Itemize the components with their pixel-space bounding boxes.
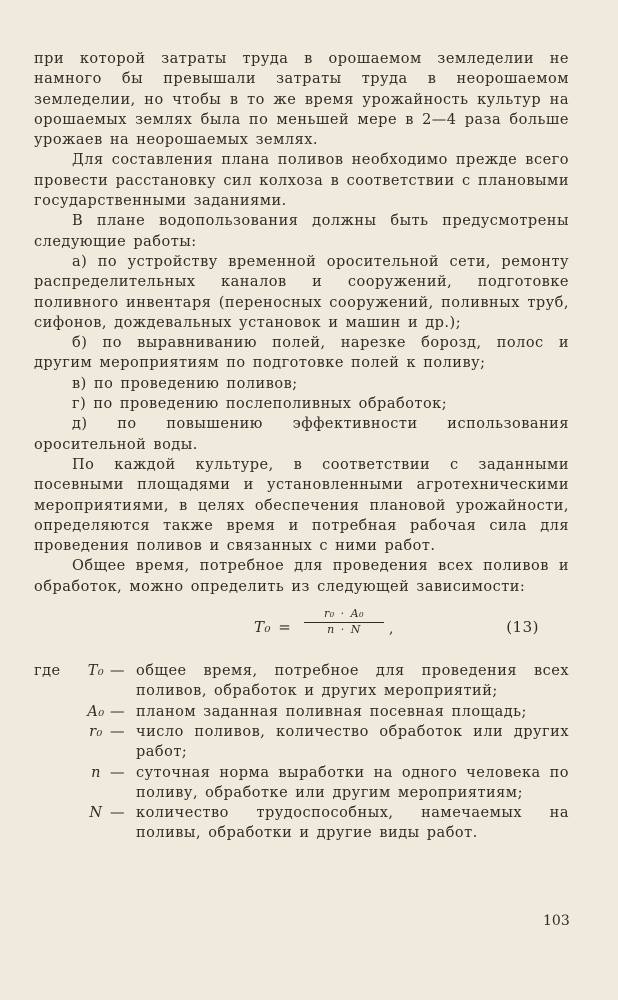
definition-row (34, 763, 569, 804)
list-item: г) по проведению послеполивных обработок; (72, 396, 448, 413)
list-item: б) по выравниванию полей, нарезке борозд, полос и другим мероприятиям по подготовке полей к поливу; (34, 335, 569, 372)
definition-symbol: A₀ (87, 703, 105, 720)
definition-text: планом заданная поливная посевная площадь; (136, 703, 527, 720)
definition-row (34, 661, 569, 702)
definition-symbol: n (91, 764, 101, 781)
formula-lhs: T₀ = (254, 618, 292, 637)
list-item: а) по устройству временной оросительной сети, ремонту распределительных каналов и сооружений, подготовке поливного инвентаря (переносных сооружений, поливных труб, сифонов, дождевальных установок и машин и др.); (34, 253, 569, 331)
paragraph: при которой затраты труда в орошаемом земледелии не намного бы превышали затраты труда в неорошаемом земледелии, но чтобы в то же время урожайность культур на орошаемых землях была по меньшей мере в 2—4 раза больше урожаев на неорошаемых землях. (34, 51, 569, 149)
formula-denominator: n · N (327, 623, 361, 637)
paragraph: Для составления плана поливов необходимо прежде всего провести расстановку сил колхоза в соответствии с плановыми государственными заданиями. (34, 152, 569, 210)
formula-13 (34, 601, 569, 655)
list-item: д) по повышению эффективности использования оросительной воды. (34, 416, 569, 453)
formula-comma: , (389, 621, 394, 638)
definition-dash: — (110, 805, 125, 822)
paragraph: Общее время, потребное для проведения всех поливов и обработок, можно определить из следующей зависимости: (34, 558, 569, 595)
definition-lead: где (34, 663, 61, 680)
page-number: 103 (543, 913, 570, 929)
definition-row (34, 722, 569, 763)
definition-symbol: r₀ (89, 723, 103, 740)
definition-symbol: T₀ (87, 663, 105, 680)
paragraph: В плане водопользования должны быть предусмотрены следующие работы: (34, 213, 569, 250)
equation-number: (13) (506, 618, 539, 637)
page-body (34, 49, 569, 844)
definition-dash: — (110, 723, 125, 740)
definition-text: общее время, потребное для проведения всех поливов, обработок и других мероприятий; (136, 663, 569, 700)
formula-numerator: r₀ · A₀ (304, 607, 384, 623)
definition-row (34, 702, 569, 722)
formula-fraction (304, 607, 384, 637)
definition-text: число поливов, количество обработок или других работ; (136, 723, 569, 761)
definition-text: суточная норма выработки на одного человека по поливу, обработке или другим мероприятиям; (136, 764, 569, 801)
paragraph: По каждой культуре, в соответствии с заданными посевными площадями и установленными агротехническими мероприятиями, в целях обеспечения плановой урожайности, определяются также время и потребная рабочая сила для проведения поливов и связанных с ними работ. (34, 456, 569, 555)
definition-text: количество трудоспособных, намечаемых на поливы, обработки и другие виды работ. (136, 805, 569, 842)
list-item: в) по проведению поливов; (72, 375, 298, 392)
symbol-definitions (34, 661, 569, 844)
definition-dash: — (110, 663, 125, 680)
definition-row (34, 803, 569, 844)
definition-dash: — (110, 764, 125, 781)
definition-dash: — (110, 703, 125, 720)
definition-symbol: N (89, 805, 103, 822)
